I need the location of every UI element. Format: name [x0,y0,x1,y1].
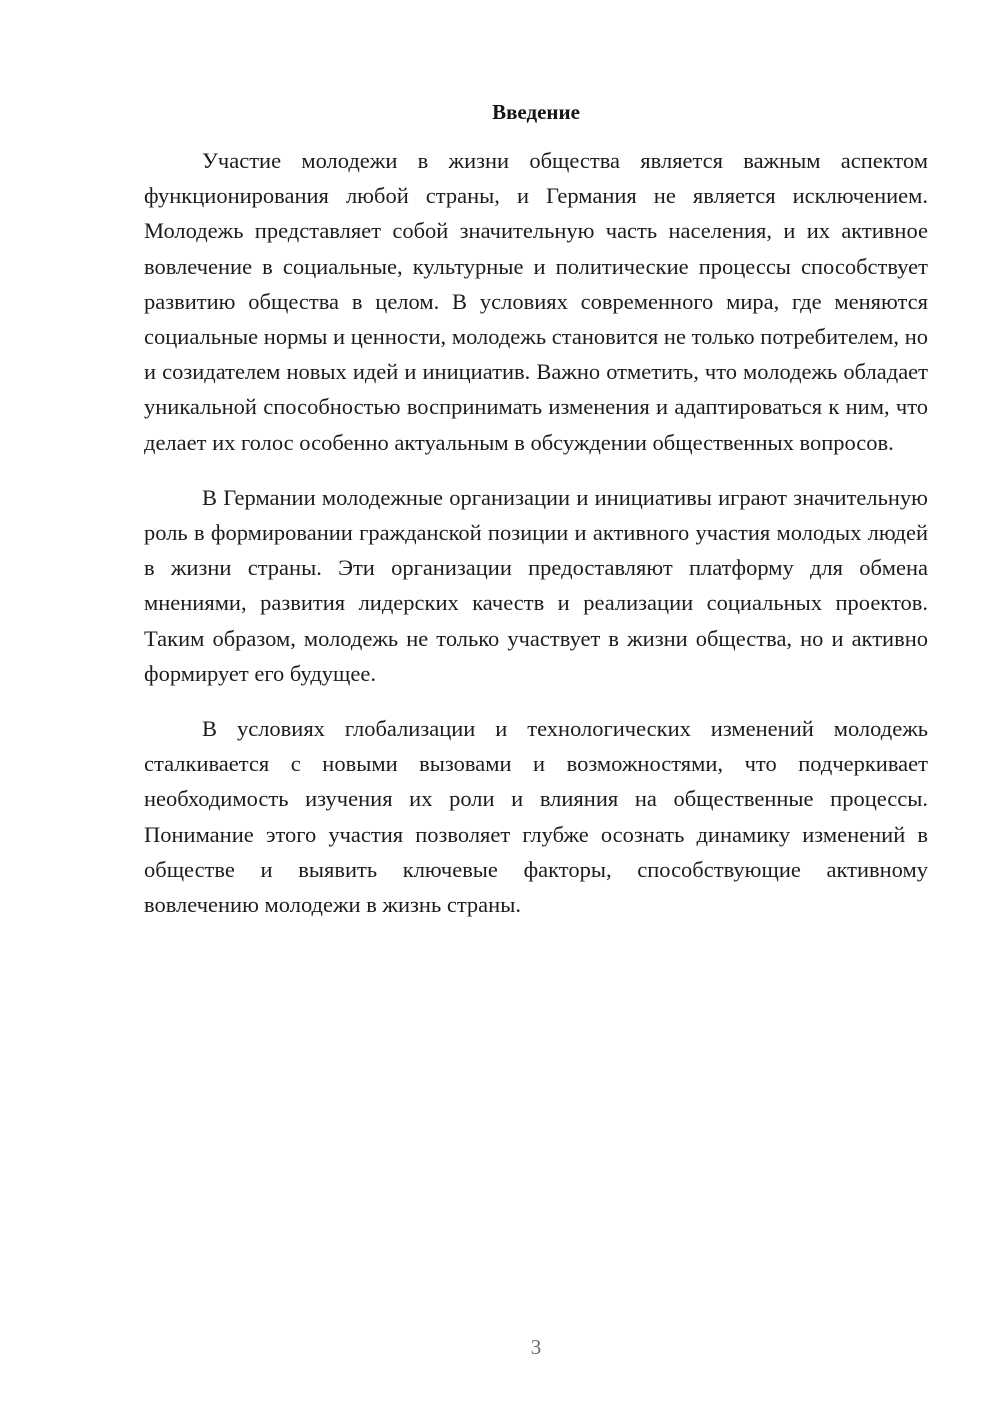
paragraph-2: В Германии молодежные организации и инициативы играют значительную роль в формировании гражданской позиции и активного участия молодых людей в жизни страны. Эти организации предоставляют платформу для обмена мнениями, развития лидерских качеств и реализации социальных проектов. Таким образом, молодежь не только участвует в жизни общества, но и активно формирует его будущее. [144,484,928,686]
body-text [144,143,928,922]
paragraph-1: Участие молодежи в жизни общества является важным аспектом функционирования любой страны, и Германия не является исключением. Молодежь представляет собой значительную часть населения, и их активное вовлечение в социальные, культурные и политические процессы способствует развитию общества в целом. В условиях современного мира, где меняются социальные нормы и ценности, молодежь становится не только потребителем, но и созидателем новых идей и инициатив. Важно отметить, что молодежь обладает уникальной способностью воспринимать изменения и адаптироваться к ним, что делает их голос особенно актуальным в обсуждении общественных вопросов. [144,148,928,455]
page-number: 3 [530,1335,542,1359]
page-heading: Введение [492,100,580,124]
paragraph-3: В условиях глобализации и технологических изменений молодежь сталкивается с новыми вызовами и возможностями, что подчеркивает необходимость изучения их роли и влияния на общественные процессы. Понимание этого участия позволяет глубже осознать динамику изменений в обществе и выявить ключевые факторы, способствующие активному вовлечению молодежи в жизнь страны. [144,716,928,918]
